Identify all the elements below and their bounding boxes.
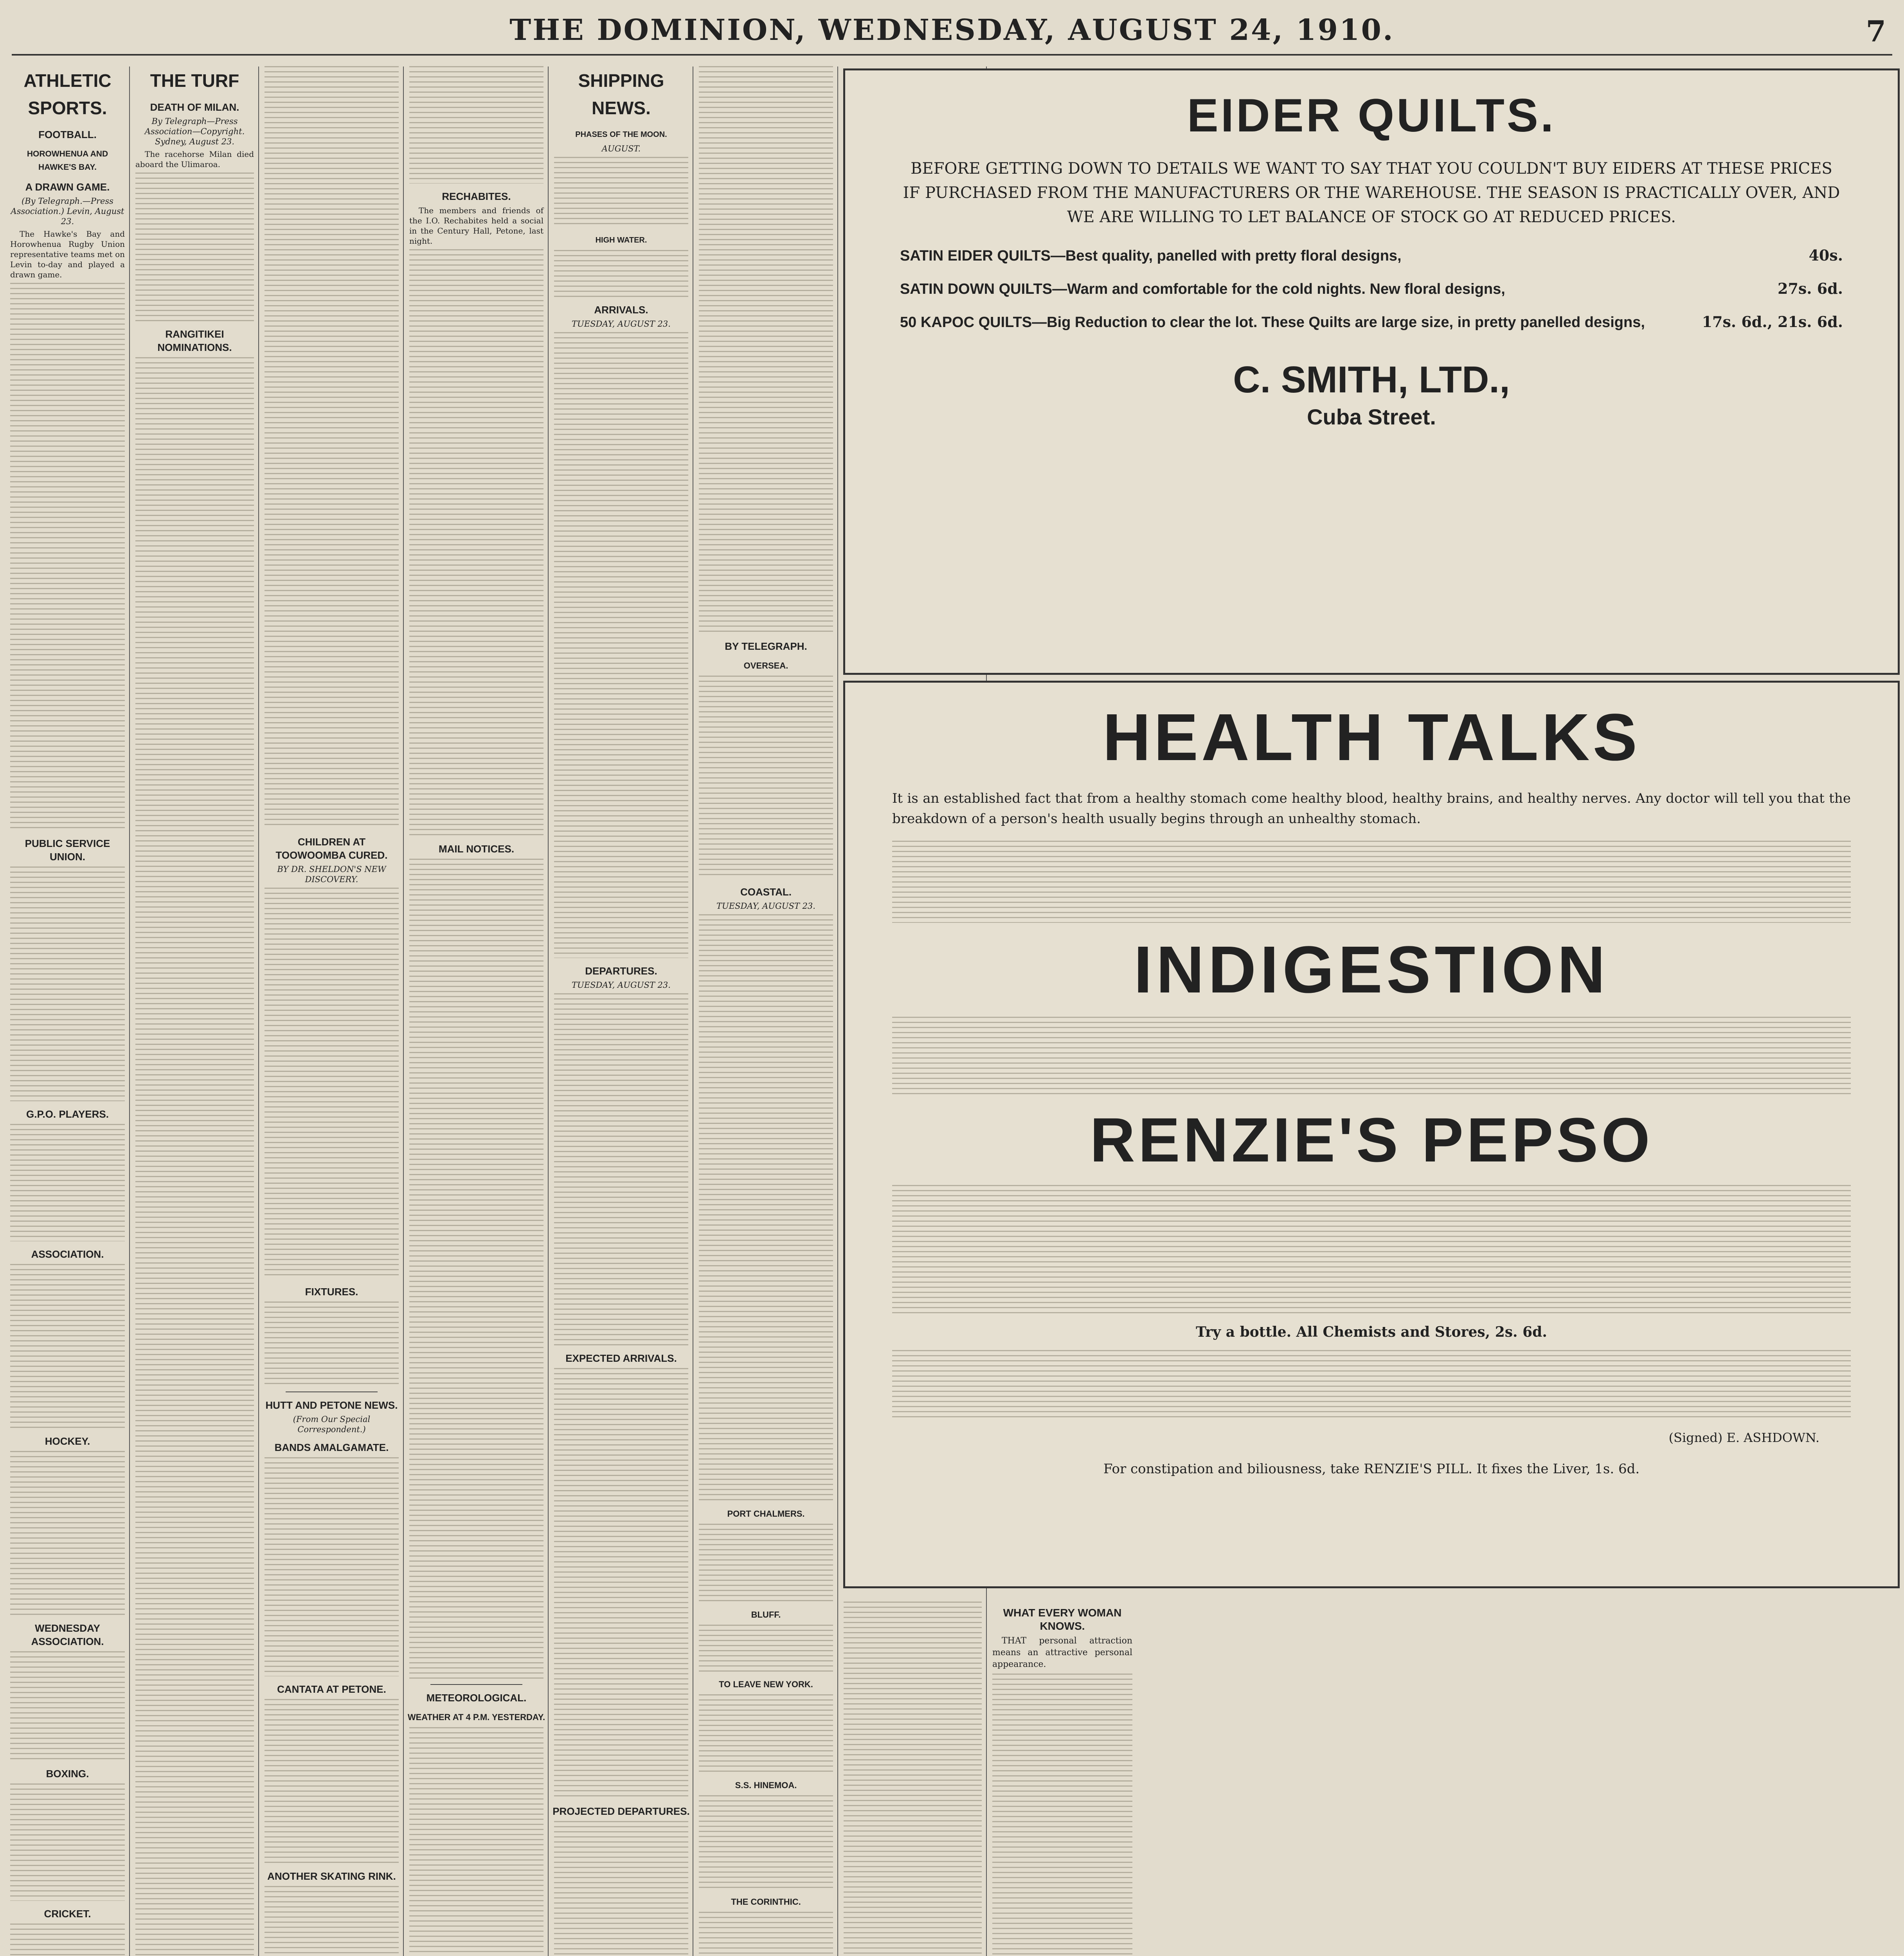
article-body [554, 1821, 688, 1956]
masthead-title: THE DOMINION, WEDNESDAY, AUGUST 24, 1910. [509, 13, 1395, 47]
eider-item-price: 40s. [1809, 246, 1843, 264]
article-lead: The Hawke's Bay and Horowhenua Rugby Union representative teams met on Levin to-day and played a drawn game. [10, 229, 125, 279]
eider-seller: C. SMITH, LTD., [1233, 359, 1510, 401]
article-body [554, 157, 688, 227]
subheading: PORT CHALMERS. [727, 1509, 805, 1519]
section-heading: ATHLETIC SPORTS. [23, 70, 112, 118]
eider-item-text: 50 KAPOC QUILTS—Big Reduction to clear the lot. These Quilts are large size, in pretty panelled designs, [900, 314, 1645, 331]
article-body [554, 332, 688, 958]
article-body [409, 1727, 543, 1956]
health-lead: It is an established fact that from a healthy stomach come healthy blood, healthy brains, and healthy nerves. Any doctor will tell you that the breakdown of a person's health usually begins through an unhealthy stomach. [892, 791, 1851, 827]
eider-item-price: 17s. 6d., 21s. 6d. [1702, 313, 1843, 331]
eider-title: EIDER QUILTS. [1187, 89, 1556, 142]
column-divider [548, 67, 549, 1956]
subheading: HOROWHENUA AND HAWKE'S BAY. [27, 149, 108, 172]
column-news-3 [262, 65, 401, 1956]
subheading: WHAT EVERY WOMAN KNOWS. [1003, 1607, 1122, 1632]
article-body [409, 859, 543, 1680]
article-lead: The racehorse Milan died aboard the Ulimaroa. [135, 149, 254, 169]
subheading: FOOTBALL. [38, 129, 97, 140]
article-body [10, 1451, 125, 1615]
dateline: TUESDAY, AUGUST 23. [716, 901, 815, 911]
article-body [265, 1699, 399, 1863]
column-shipping-news [552, 65, 691, 1956]
health-talks-ad [843, 681, 1900, 1588]
health-body [892, 1017, 1851, 1095]
article-body [265, 66, 399, 829]
column-divider [258, 67, 259, 1956]
subheading: THE CORINTHIC. [731, 1897, 801, 1907]
article-body [10, 283, 125, 831]
eider-quilts-ad [843, 68, 1900, 675]
subheading: BLUFF. [751, 1610, 781, 1620]
section-rule [286, 1391, 378, 1392]
subheading: BOXING. [46, 1768, 89, 1780]
article-body [699, 676, 833, 879]
subheading: COASTAL. [740, 886, 792, 898]
subheading: ANOTHER SKATING RINK. [267, 1870, 396, 1882]
article-body [265, 1886, 399, 1956]
article-body [10, 1264, 125, 1428]
subheading: CANTATA AT PETONE. [277, 1683, 386, 1695]
health-body [892, 841, 1851, 923]
column-news-8 [990, 1600, 1135, 1956]
column-athletic-sports [8, 65, 127, 1956]
article-body [699, 1912, 833, 1956]
health-tagline: Try a bottle. All Chemists and Stores, 2s. 6d. [1196, 1324, 1547, 1340]
article-body [554, 1368, 688, 1798]
article-body [265, 1302, 399, 1388]
article-body [699, 1524, 833, 1602]
column-divider [837, 67, 838, 1956]
article-body [699, 1694, 833, 1773]
eider-intro: BEFORE GETTING DOWN TO DETAILS WE WANT TO SAY THAT YOU COULDN'T BUY EIDERS AT THESE PRICES IF PURCHASED FROM THE MANUFACTURERS OR THE WAREHOUSE. THE SEASON IS PRACTICALLY OVER, AND WE ARE WILLING TO LET BALANCE OF STOCK GO AT REDUCED PRICES. [903, 160, 1840, 226]
health-title: HEALTH TALKS [1103, 700, 1640, 775]
article-body [554, 250, 688, 297]
dateline: TUESDAY, AUGUST 23. [572, 980, 671, 990]
section-heading: SHIPPING NEWS. [578, 70, 664, 118]
subheading: BY DR. SHELDON'S NEW DISCOVERY. [277, 865, 386, 884]
subheading: HOCKEY. [45, 1435, 90, 1447]
subheading: DEATH OF MILAN. [150, 101, 239, 113]
subheading: BANDS AMALGAMATE. [274, 1442, 389, 1453]
section-rule [430, 1684, 522, 1685]
article-body [699, 914, 833, 1501]
article-body [265, 888, 399, 1279]
health-body [892, 1350, 1851, 1420]
article-body [409, 66, 543, 183]
subheading: CHILDREN AT TOOWOOMBA CURED. [275, 836, 388, 861]
section-heading: THE TURF [150, 70, 239, 91]
subheading: RANGITIKEI NOMINATIONS. [157, 328, 232, 353]
eider-item [900, 311, 1843, 333]
subheading: HUTT AND PETONE NEWS. [265, 1399, 398, 1411]
subheading: MAIL NOTICES. [438, 843, 515, 855]
column-the-turf [133, 65, 256, 1956]
dateline: By Telegraph—Press Association—Copyright. Sydney, August 23. [144, 117, 245, 146]
subheading: G.P.O. PLAYERS. [26, 1108, 109, 1120]
subheading: TO LEAVE NEW YORK. [719, 1679, 813, 1689]
byline: (From Our Special Correspondent.) [293, 1415, 371, 1434]
article-body [265, 1457, 399, 1676]
article-body [10, 1924, 125, 1956]
eider-item-text: SATIN DOWN QUILTS—Warm and comfortable for the cold nights. New floral designs, [900, 281, 1505, 297]
subheading: CRICKET. [44, 1908, 91, 1920]
indigestion-heading: INDIGESTION [1134, 933, 1609, 1007]
subheading: BY TELEGRAPH. [725, 640, 807, 652]
subheading: HIGH WATER. [595, 236, 647, 244]
subheading: RECHABITES. [442, 191, 511, 202]
eider-item [900, 245, 1843, 266]
article-body [135, 357, 254, 1956]
eider-address: Cuba Street. [1307, 405, 1436, 429]
article-body [699, 1625, 833, 1672]
column-news-7 [841, 1600, 984, 1956]
article-body [992, 1674, 1132, 1956]
subheading: ARRIVALS. [594, 304, 648, 316]
article-body [10, 1124, 125, 1241]
column-shipping-telegraph [696, 65, 835, 1956]
masthead [0, 8, 1904, 63]
eider-item-text: SATIN EIDER QUILTS—Best quality, panelled with pretty floral designs, [900, 248, 1402, 264]
subheading: METEOROLOGICAL. [426, 1692, 527, 1704]
subheading: OVERSEA. [743, 661, 788, 671]
article-body [409, 249, 543, 836]
article-body [135, 173, 254, 321]
subheading: PUBLIC SERVICE UNION. [25, 838, 110, 863]
subheading: EXPECTED ARRIVALS. [565, 1352, 677, 1364]
column-news-4 [407, 65, 546, 1956]
article-body [554, 993, 688, 1345]
dateline: (By Telegraph.—Press Association.) Levin, August 23. [11, 196, 124, 226]
dateline: TUESDAY, AUGUST 23. [572, 319, 671, 329]
article-body [10, 867, 125, 1101]
subheading: WEATHER AT 4 P.M. YESTERDAY. [407, 1712, 545, 1722]
eider-item-price: 27s. 6d. [1778, 280, 1843, 297]
article-body [699, 1795, 833, 1889]
subheading: PROJECTED DEPARTURES. [552, 1805, 690, 1817]
subheading: DEPARTURES. [585, 965, 657, 977]
column-divider [403, 67, 404, 1956]
column-divider [129, 67, 130, 1956]
health-testimonial-sign: (Signed) E. ASHDOWN. [1668, 1430, 1819, 1445]
subheading: WEDNESDAY ASSOCIATION. [31, 1622, 104, 1647]
article-lead: THAT personal attraction means an attractive personal appearance. [992, 1636, 1132, 1669]
renzie-heading: RENZIE'S PEPSO [1090, 1105, 1653, 1175]
subheading: FIXTURES. [305, 1286, 358, 1298]
subheading: S.S. HINEMOA. [735, 1780, 797, 1790]
subheading: PHASES OF THE MOON. [575, 130, 667, 139]
masthead-rule [12, 54, 1892, 56]
health-body [892, 1185, 1851, 1314]
article-body [844, 1602, 982, 1956]
eider-item [900, 278, 1843, 300]
article-lead: The members and friends of the I.O. Rechabites held a social in the Century Hall, Petone, last night. [409, 206, 543, 246]
article-body [10, 1651, 125, 1761]
article-body [699, 66, 833, 633]
article-body [10, 1783, 125, 1901]
subheading: ASSOCIATION. [31, 1248, 104, 1260]
subheading: A DRAWN GAME. [25, 181, 110, 193]
page-number: 7 [1866, 15, 1886, 49]
subheading: AUGUST. [601, 144, 641, 153]
health-footer: For constipation and biliousness, take RENZIE'S PILL. It fixes the Liver, 1s. 6d. [1103, 1461, 1640, 1477]
